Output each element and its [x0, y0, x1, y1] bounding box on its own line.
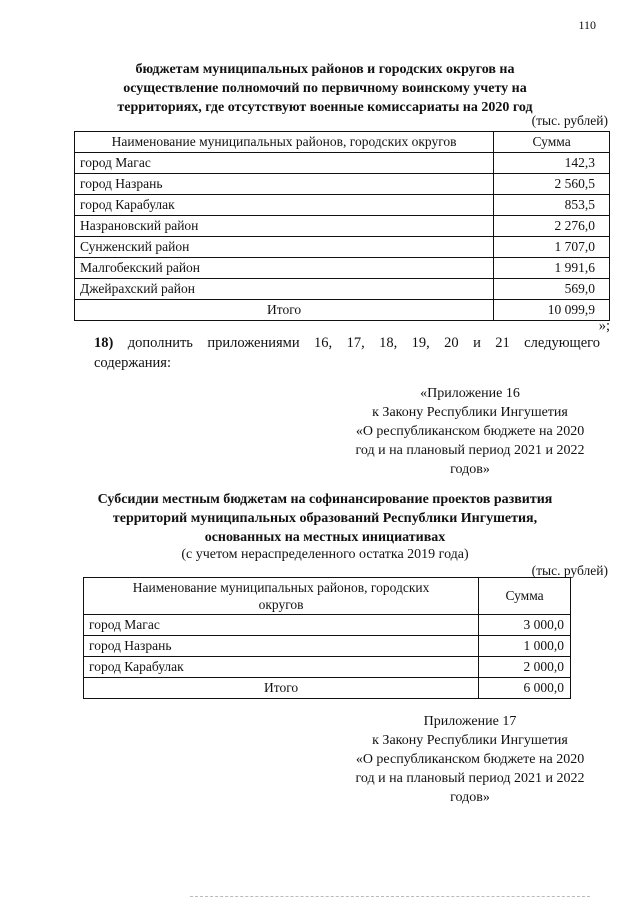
table-row	[75, 258, 610, 279]
total-label: Итого	[75, 300, 494, 321]
table-total-row	[84, 678, 571, 699]
section2-subtitle: (с учетом нераспределенного остатка 2019 года)	[181, 547, 469, 562]
row-sum: 569,0	[494, 279, 610, 300]
row-name: город Карабулак	[84, 657, 479, 678]
column-header-name: Наименование муниципальных районов, городских округов	[75, 132, 494, 153]
appendix17-line: год и на плановый период 2021 и 2022	[355, 771, 585, 786]
row-name: город Магас	[84, 615, 479, 636]
table-row	[84, 636, 571, 657]
section2-title-line: территорий муниципальных образований Республики Ингушетия,	[112, 511, 538, 526]
table-row	[75, 174, 610, 195]
table-row	[84, 657, 571, 678]
appendix17-line: годов»	[450, 790, 490, 805]
section1-title-line: территориях, где отсутствуют военные комиссариаты на 2020 год	[117, 100, 533, 115]
row-sum: 3 000,0	[479, 615, 571, 636]
section2-table	[83, 577, 571, 699]
amendment-line2: содержания:	[94, 355, 172, 371]
appendix16-line: «Приложение 16	[420, 386, 520, 401]
table-row	[84, 615, 571, 636]
row-name: город Назрань	[75, 174, 494, 195]
appendix16-line: год и на плановый период 2021 и 2022	[355, 443, 585, 458]
appendix16-line: «О республиканском бюджете на 2020	[355, 424, 585, 439]
section2-unit: (тыс. рублей)	[531, 563, 608, 578]
appendix16-line: к Закону Республики Ингушетия	[372, 405, 568, 420]
appendix16-caption	[330, 384, 610, 479]
row-name: город Назрань	[84, 636, 479, 657]
section2-title-line: основанных на местных инициативах	[204, 530, 446, 545]
table-row	[75, 216, 610, 237]
table-total-row	[75, 300, 610, 321]
appendix17-line: Приложение 17	[423, 714, 517, 729]
row-name: Джейрахский район	[75, 279, 494, 300]
row-name: Малгобекский район	[75, 258, 494, 279]
row-sum: 2 276,0	[494, 216, 610, 237]
table-row	[75, 153, 610, 174]
table-header-row	[84, 578, 571, 615]
column-header-name-line: округов	[258, 597, 304, 612]
row-sum: 2 000,0	[479, 657, 571, 678]
scan-edge-line	[190, 896, 590, 897]
amendment-paragraph	[94, 333, 600, 353]
page-number: 110	[578, 18, 596, 32]
section1-title-line: осуществление полномочий по первичному воинскому учету на	[123, 81, 527, 96]
total-sum: 6 000,0	[479, 678, 571, 699]
amendment-line1	[94, 333, 600, 353]
row-sum: 1 991,6	[494, 258, 610, 279]
row-sum: 142,3	[494, 153, 610, 174]
total-sum: 10 099,9	[494, 300, 610, 321]
appendix16-line: годов»	[450, 462, 490, 477]
table-row	[75, 279, 610, 300]
column-header-sum: Сумма	[494, 132, 610, 153]
row-sum: 1 000,0	[479, 636, 571, 657]
paragraph-number: 18)	[94, 335, 114, 351]
section1-unit: (тыс. рублей)	[531, 113, 608, 128]
row-name: Сунженский район	[75, 237, 494, 258]
section2-title	[40, 490, 610, 547]
appendix17-line: к Закону Республики Ингушетия	[372, 733, 568, 748]
paragraph-text: дополнить приложениями 16, 17, 18, 19, 20 и 21 следующего	[127, 335, 600, 351]
row-name: город Магас	[75, 153, 494, 174]
section1-closing-quote: »;	[598, 318, 610, 334]
table-row	[75, 195, 610, 216]
section1-title-line: бюджетам муниципальных районов и городских округов на	[135, 62, 515, 77]
appendix17-line: «О республиканском бюджете на 2020	[355, 752, 585, 767]
row-sum: 1 707,0	[494, 237, 610, 258]
column-header-name-line: Наименование муниципальных районов, городских	[132, 580, 430, 595]
section2-title-line: Субсидии местным бюджетам на софинансирование проектов развития	[97, 492, 553, 507]
table-row	[75, 237, 610, 258]
section1-table	[74, 131, 610, 321]
row-sum: 2 560,5	[494, 174, 610, 195]
column-header-sum: Сумма	[479, 578, 571, 615]
appendix17-caption	[330, 712, 610, 807]
section1-title	[40, 60, 610, 117]
table-header-row	[75, 132, 610, 153]
column-header-name	[84, 578, 479, 615]
row-name: город Карабулак	[75, 195, 494, 216]
row-sum: 853,5	[494, 195, 610, 216]
total-label: Итого	[84, 678, 479, 699]
row-name: Назрановский район	[75, 216, 494, 237]
